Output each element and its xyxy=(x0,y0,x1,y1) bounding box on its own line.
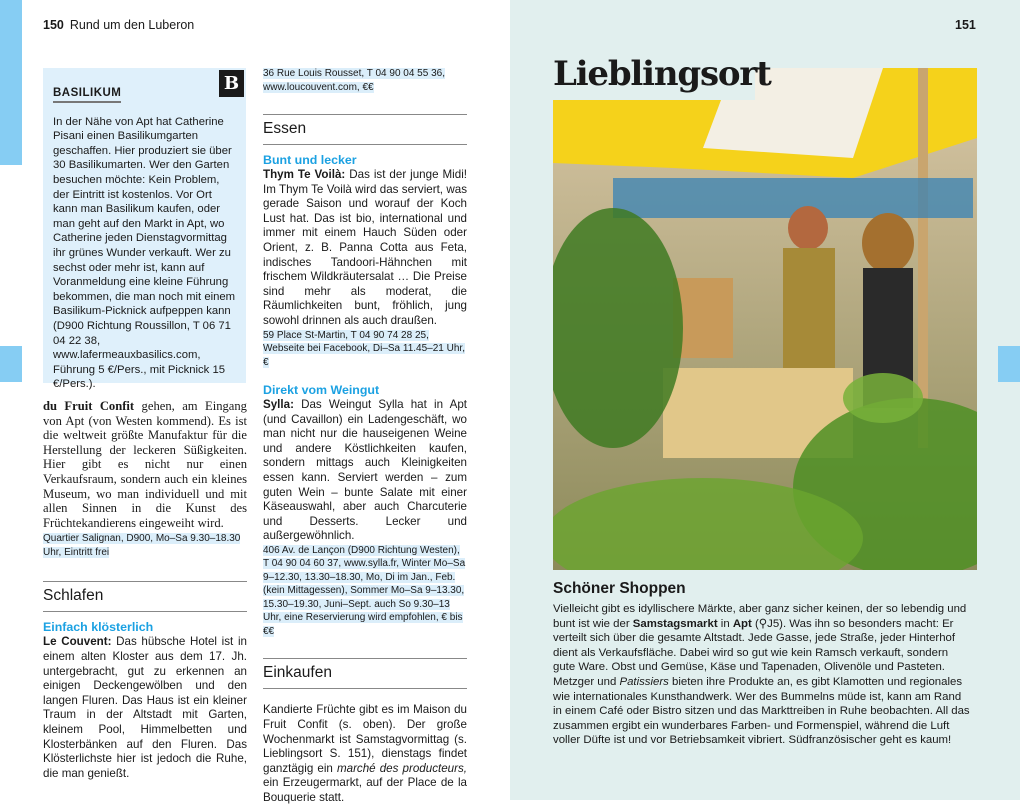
chapter-tab xyxy=(0,0,22,165)
shop-b2: Apt xyxy=(732,617,752,630)
fruit-info xyxy=(43,532,247,559)
shop-i1: Patissiers xyxy=(619,675,669,688)
basilikum-box xyxy=(43,68,246,391)
shop-t4: ). Was ihn so besonders macht: Er verteilt sich über die gesamte Altstadt. Jede Gasse, jede Straße, jeder Hinterhof dient als Verkaufsfläche. Dabei wird so gut wie kein Ramsch verkauft, sondern gute Ware. Obst und Gemüse, Käse und Tapenaden, Olivenöle und Pasteten. Metzger und xyxy=(553,617,956,688)
einkaufen-italic: marché des producteurs, xyxy=(336,761,467,775)
weingut-name: Sylla: xyxy=(263,398,294,412)
schlafen-info xyxy=(263,67,467,94)
shop-b1: Samstagsmarkt xyxy=(632,617,718,630)
weingut-info-text: 406 Av. de Lançon (D900 Richtung Westen), T 04 90 04 60 37, www.sylla.fr, Winter Mo–Sa 9–12.30, 13.30–18.30, Mo, Di im Jan., Feb. (kein Mittagessen), Sommer Mo–Sa 9–13.30, 15.30–19.30, Juni–Sept. auch So 9.30–13 Uhr, eine Reservierung wird empfohlen, € bis €€ xyxy=(263,544,466,637)
schlafen-body: Das hübsche Hotel ist in einem alten Kloster aus dem 17. Jh. untergebracht, gut zu erkennen an einigen Deckengewölben und den langen Fluren. Das Haus ist ein kleiner Traum in der Altstadt mit Garten, kleinem Pool, Himmelbetten und Klosterbänken auf den Fluren. Das Klösterlichste hier ist jedoch die Ruhe, die man genießt. xyxy=(43,635,247,780)
essen-sub: Bunt und lecker xyxy=(263,153,357,167)
schlafen-text xyxy=(43,635,247,781)
shop-t2: in xyxy=(717,617,733,630)
shop-heading: Schöner Shoppen xyxy=(553,580,686,597)
map-ref: J5 xyxy=(767,617,780,630)
shop-t5: bieten ihre Produkte an, es gibt Klamotten und regionales wie internationales Kunsthandwerk. Wer des Bummelns müde ist, kann am Rand in einem Café oder Bistro sitzen und das Markttreiben in Ruhe beobachten. All das zusammen ergibt ein wunderbares Farben- und Formenspiel, während die Luft voller Düfte ist und vor Betriebsamkeit vibriert. Südfranzösischer geht es kaum! xyxy=(553,675,970,747)
schlafen-sub: Einfach klösterlich xyxy=(43,620,154,635)
shop-t1: Vielleicht gibt es idyllischere Märkte, aber ganz sicher keinen, der so lebendig und bunt ist wie der xyxy=(553,603,967,630)
page-number: 150 xyxy=(43,18,64,32)
page-number-right: 151 xyxy=(955,18,976,32)
box-text: In der Nähe von Apt hat Catherine Pisani einen Basilikumgarten geschaffen. Hier produziert sie über 30 Basilikumarten. Wer den Garten besuchen möchte: Kein Problem, der Eintritt ist kostenlos. Vor Ort kann man Basilikum kaufen, oder man geht auf den Markt in Apt, wo Catherine jeden Dienstagvormittag ihr grünes Wunder verkauft. Wer zu sechst oder mehr ist, kann auf Voranmeldung eine kleine Führung bekommen, die man noch mit einem Basilikum-Picknick aufpeppen kann (D900 Richtung Roussillon, T 06 71 04 22 38, www.lafermeauxbasilics.com, Führung 5 €/Pers., mit Picknick 15 €/Pers.). xyxy=(53,115,236,391)
left-column xyxy=(43,399,247,781)
lieblingsort-title: Lieblingsort xyxy=(553,54,771,94)
weingut-text xyxy=(263,398,467,544)
market-photo-image xyxy=(553,68,977,570)
section-essen: Essen xyxy=(263,114,467,145)
running-header xyxy=(43,18,194,32)
shop-section xyxy=(553,580,973,748)
section-einkaufen: Einkaufen xyxy=(263,658,467,689)
essen-info xyxy=(263,329,467,370)
fruit-body: gehen, am Eingang von Apt (von Westen kommend). Es ist die weltweit größte Manufaktur für die Herstellung der leckeren Süßigkeiten. Hier gibt es nicht nur einen Verkaufsraum, sondern auch ein kleines Museum, wo man individuell und mit allen Sinnen in die Kunst des Früchtekandierens eingeweiht wird. xyxy=(43,399,247,530)
shop-t3: ( xyxy=(751,617,759,630)
einkaufen-body-1: Kandierte Früchte gibt es im Maison du Fruit Confit (s. oben). Der große Wochenmarkt ist Samstagvormittag (s. Lieblingsort S. 151), dienstags findet ganztägig ein xyxy=(263,703,467,775)
fruit-info-text: Quartier Salignan, D900, Mo–Sa 9.30–18.30 Uhr, Eintritt frei xyxy=(43,533,241,558)
map-pin-icon: ⚲ xyxy=(758,617,768,630)
essen-text xyxy=(263,168,467,329)
middle-column xyxy=(263,67,467,806)
chapter-tab-right xyxy=(998,346,1020,382)
einkaufen-text xyxy=(263,703,467,805)
restaurant-name: Thym Te Voilà: xyxy=(263,168,346,181)
market-photo xyxy=(553,68,977,570)
essen-info-text: 59 Place St-Martin, T 04 90 74 28 25, Webseite bei Facebook, Di–Sa 11.45–21 Uhr, € xyxy=(263,329,465,368)
weingut-body: Das Weingut Sylla hat in Apt (und Cavaillon) ein Ladengeschäft, wo man nicht nur die hauseigenen Weine und andere Köstlichkeiten kaufen, sondern mittags auch Kleinigkeiten essen kann. Serviert werden – zum guten Wein – bunte Salate mit einer Käseauswahl, aber auch Charcuterie und Desserts. Lecker und außergewöhnlich. xyxy=(263,398,467,543)
hotel-name: Le Couvent: xyxy=(43,635,112,649)
schlafen-info-text: 36 Rue Louis Rousset, T 04 90 04 55 36, www.loucouvent.com, €€ xyxy=(263,68,445,93)
b-badge: B xyxy=(219,70,244,97)
einkaufen-body-2: ein Erzeugermarkt, auf der Place de la Bouquerie statt. xyxy=(263,776,467,805)
weingut-sub: Direkt vom Weingut xyxy=(263,383,380,398)
essen-body: Das ist der junge Midi! Im Thym Te Voilà wird das serviert, was gerade Saison und worauf der Koch Lust hat. Das ist bio, international und immer mit einem Hauch Süden oder Orient, z. B. Panna Cotta aus Feta, indisches Tandoori-Hähnchen mit frischem Wildkräutersalat … Die Preise sind mehr als moderat, die Räumlichkeiten bunt, fröhlich, jung sowohl drinnen als auch draußen. xyxy=(263,168,467,327)
box-title: BASILIKUM xyxy=(53,86,121,103)
fruit-name: du Fruit Confit xyxy=(43,399,135,413)
fruit-text xyxy=(43,399,247,530)
running-title: Rund um den Luberon xyxy=(69,18,195,32)
shop-text xyxy=(553,602,973,748)
section-schlafen: Schlafen xyxy=(43,581,247,612)
weingut-info xyxy=(263,544,467,639)
chapter-tab xyxy=(0,346,22,382)
